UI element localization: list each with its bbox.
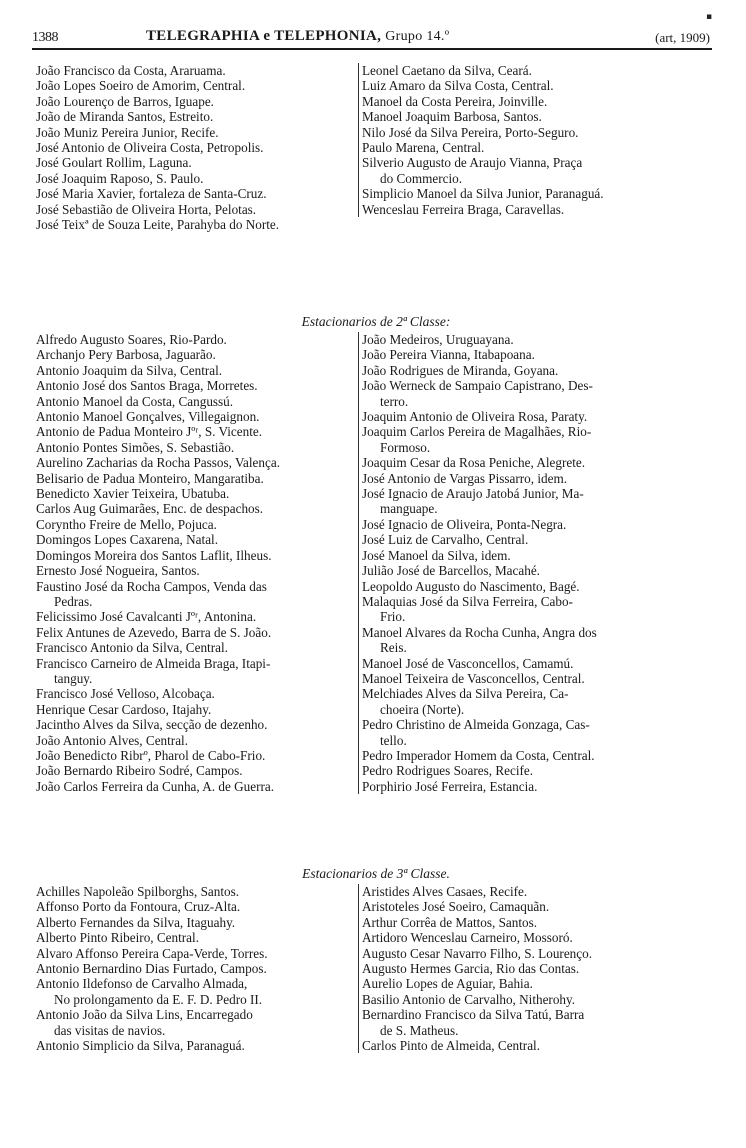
list-entry: [36, 332, 354, 347]
entry-text: Achilles Napoleão Spilborghs, Santos.: [36, 884, 240, 899]
entry-text: João Medeiros, Uruguayana.: [362, 332, 514, 347]
entry-text: João Carlos Ferreira da Cunha, A. de Guerra.: [36, 778, 275, 794]
entry-text: Antonio Manoel da Costa, Cangussú.: [36, 393, 234, 409]
list-entry: [362, 471, 718, 486]
list-entry: [362, 78, 718, 93]
list-entry: [36, 202, 354, 217]
entry-text: Antonio de Padua Monteiro Jºʳ, S. Vicente.: [36, 424, 263, 440]
list-entry: [36, 140, 354, 155]
entry-continuation: Formoso.: [380, 439, 431, 455]
list-entry: [36, 946, 354, 961]
list-entry: [362, 671, 718, 686]
list-entry: [362, 532, 718, 547]
list-entry: [36, 579, 354, 610]
entry-text: Alberto Pinto Ribeiro, Central.: [36, 930, 199, 946]
list-entry: [36, 517, 354, 532]
entry-text: João de Miranda Santos, Estreito.: [36, 109, 214, 125]
entry-text: Silverio Augusto de Araujo Vianna, Praça: [362, 155, 583, 171]
entry-text: João Muniz Pereira Junior, Recife.: [36, 124, 219, 140]
list-entry: [36, 78, 354, 93]
list-entry: [362, 976, 718, 991]
list-entry: [362, 961, 718, 976]
list-entry: [36, 455, 354, 470]
entry-text: Pedro Imperador Homem da Costa, Central.: [362, 747, 595, 763]
entry-text: José Manoel da Silva, idem.: [362, 547, 511, 563]
list-entry: [362, 424, 718, 455]
list-entry: [362, 109, 718, 124]
list-entry: [36, 609, 354, 624]
entry-text: João Lopes Soeiro de Amorim, Central.: [36, 78, 246, 94]
entry-text: Leonel Caetano da Silva, Ceará.: [362, 63, 532, 78]
entry-text: José Joaquim Raposo, S. Paulo.: [36, 170, 204, 186]
header-rule: [32, 48, 712, 50]
list-entry: [36, 363, 354, 378]
list-entry: [36, 1038, 354, 1053]
list-entry: [36, 640, 354, 655]
entry-text: José Ignacio de Oliveira, Ponta-Negra.: [362, 516, 567, 532]
list-entry: [36, 733, 354, 748]
entry-text: Affonso Porto da Fontoura, Cruz-Alta.: [36, 899, 241, 915]
right-column: [358, 332, 718, 794]
list-entry: [362, 992, 718, 1007]
list-entry: [362, 748, 718, 763]
list-entry: [362, 186, 718, 201]
list-entry: [362, 625, 718, 656]
list-entry: [36, 930, 354, 945]
entry-text: Antonio José dos Santos Braga, Morretes.: [36, 378, 258, 394]
list-entry: [36, 961, 354, 976]
list-entry: [362, 63, 718, 78]
list-entry: [362, 548, 718, 563]
list-entry: [36, 717, 354, 732]
entry-text: João Werneck de Sampaio Capistrano, Des-: [362, 378, 593, 394]
entry-continuation: Frio.: [380, 609, 406, 625]
entry-text: José Antonio de Vargas Pissarro, idem.: [362, 470, 568, 486]
list-entry: [36, 702, 354, 717]
list-entry: [362, 94, 718, 109]
entry-text: Antonio Bernardino Dias Furtado, Campos.: [36, 961, 267, 977]
list-entry: [362, 347, 718, 362]
entry-text: Nilo José da Silva Pereira, Porto-Seguro.: [362, 124, 579, 140]
entry-continuation: das visitas de navios.: [54, 1022, 166, 1038]
right-column: [358, 884, 718, 1053]
entry-text: Augusto Hermes Garcia, Rio das Contas.: [362, 961, 580, 977]
list-entry: [362, 363, 718, 378]
left-column: [36, 332, 354, 794]
entry-text: Wenceslau Ferreira Braga, Caravellas.: [362, 201, 565, 217]
section-heading-3a-classe: Estacionarios de 3ª Classe.: [302, 866, 450, 881]
list-entry: [36, 394, 354, 409]
entry-continuation: Pedras.: [54, 593, 93, 609]
section-heading-2a-classe: Estacionarios de 2ª Classe:: [301, 314, 451, 329]
entry-text: João Pereira Vianna, Itabapoana.: [362, 347, 535, 363]
list-entry: [36, 347, 354, 362]
entry-text: José Maria Xavier, fortaleza de Santa-Cruz.: [36, 186, 267, 202]
list-entry: [36, 471, 354, 486]
entry-text: Pedro Christino de Almeida Gonzaga, Cas-: [362, 717, 590, 733]
entry-text: Bernardino Francisco da Silva Tatú, Barra: [362, 1007, 585, 1023]
list-entry: [36, 125, 354, 140]
entry-text: José Antonio de Oliveira Costa, Petropolis.: [36, 140, 264, 156]
entry-text: João Rodrigues de Miranda, Goyana.: [362, 362, 559, 378]
entry-text: Luiz Amaro da Silva Costa, Central.: [362, 78, 554, 94]
entry-text: José Goulart Rollim, Laguna.: [36, 155, 192, 171]
list-entry: [362, 717, 718, 748]
entry-text: Simplicio Manoel da Silva Junior, Paranaguá.: [362, 186, 604, 202]
list-entry: [36, 656, 354, 687]
list-entry: [36, 625, 354, 640]
entry-text: João Antonio Alves, Central.: [36, 732, 189, 748]
list-entry: [362, 455, 718, 470]
entry-text: Felix Antunes de Azevedo, Barra de S. João.: [36, 624, 272, 640]
list-entry: [36, 501, 354, 516]
entry-text: Arthur Corrêa de Mattos, Santos.: [362, 914, 538, 930]
entry-text: Melchiades Alves da Silva Pereira, Ca-: [362, 686, 569, 702]
list-entry: [362, 1007, 718, 1038]
list-entry: [36, 915, 354, 930]
entry-continuation: Reis.: [380, 640, 407, 656]
entry-text: Archanjo Pery Barbosa, Jaguarão.: [36, 347, 216, 363]
list-entry: [362, 594, 718, 625]
list-entry: [362, 656, 718, 671]
entry-text: Antonio Pontes Simões, S. Sebastião.: [36, 439, 235, 455]
list-entry: [362, 946, 718, 961]
entry-text: Antonio Manoel Gonçalves, Villegaignon.: [36, 409, 260, 425]
entry-text: Antonio Joaquim da Silva, Central.: [36, 362, 223, 378]
entry-text: Basilio Antonio de Carvalho, Nitherohy.: [362, 991, 576, 1007]
entry-text: Felicissimo José Cavalcanti Jºʳ, Antonina.: [36, 609, 257, 625]
list-entry: [362, 884, 718, 899]
entry-text: Malaquias José da Silva Ferreira, Cabo-: [362, 593, 573, 609]
list-entry: [362, 202, 718, 217]
entry-text: Jacintho Alves da Silva, secção de dezenho.: [36, 717, 268, 733]
entry-text: Porphirio José Ferreira, Estancia.: [362, 778, 538, 794]
entry-text: Ernesto José Nogueira, Santos.: [36, 563, 200, 579]
list-entry: [362, 332, 718, 347]
entry-text: Carlos Aug Guimarães, Enc. de despachos.: [36, 501, 264, 517]
entry-text: Corynthо Freire de Mello, Pojuca.: [36, 516, 217, 532]
list-entry: [362, 125, 718, 140]
list-entry: [36, 763, 354, 778]
list-entry: [36, 186, 354, 201]
list-entry: [36, 217, 354, 232]
entry-text: João Francisco da Costa, Araruama.: [36, 63, 226, 78]
list-entry: [36, 94, 354, 109]
entry-text: Domingos Moreira dos Santos Laflit, Ilheus.: [36, 547, 272, 563]
entry-text: Belisario de Padua Monteiro, Mangaratiba.: [36, 470, 264, 486]
entry-text: João Benedicto Ribrº, Pharol de Cabo-Frio.: [36, 747, 266, 763]
list-entry: [36, 748, 354, 763]
entry-text: Joaquim Antonio de Oliveira Rosa, Paraty.: [362, 409, 588, 425]
left-column: [36, 884, 354, 1053]
entry-text: João Bernardo Ribeiro Sodré, Campos.: [36, 763, 243, 779]
list-entry: [362, 378, 718, 409]
list-entry: [36, 548, 354, 563]
entry-text: José Luiz de Carvalho, Central.: [362, 532, 529, 548]
list-entry: [36, 155, 354, 170]
entry-text: Artidoro Wenceslau Carneiro, Mossoró.: [362, 930, 573, 946]
list-entry: [362, 1038, 718, 1053]
list-entry: [362, 899, 718, 914]
list-entry: [362, 486, 718, 517]
entry-text: Manoel Teixeira de Vasconcellos, Central.: [362, 670, 585, 686]
entry-continuation: No prolongamento da E. F. D. Pedro II.: [54, 991, 263, 1007]
list-entry: [36, 63, 354, 78]
page-number: 1388: [32, 30, 58, 45]
list-entry: [362, 915, 718, 930]
page-header: [32, 26, 710, 48]
entry-text: Antonio Ildefonso de Carvalho Almada,: [36, 976, 248, 992]
entry-text: Benedicto Xavier Teixeira, Ubatuba.: [36, 486, 230, 502]
entry-text: Aristoteles José Soeiro, Camaquãn.: [362, 899, 550, 915]
entry-text: Aurelino Zacharias da Rocha Passos, Valença.: [36, 455, 281, 471]
entry-text: Julião José de Barcellos, Macahé.: [362, 563, 540, 579]
group-label: Grupo 14.º: [385, 29, 450, 44]
entry-text: Augusto Cesar Navarro Filho, S. Lourenço.: [362, 945, 593, 961]
entry-text: Manoel Joaquim Barbosa, Santos.: [362, 109, 542, 125]
title-text: TELEGRAPHIA e TELEPHONIA,: [146, 28, 382, 44]
entry-continuation: tello.: [380, 732, 407, 748]
entry-text: Faustino José da Rocha Campos, Venda das: [36, 578, 267, 594]
entry-text: Alberto Fernandes da Silva, Itaguahy.: [36, 914, 236, 930]
entry-text: Pedro Rodrigues Soares, Recife.: [362, 763, 534, 779]
list-entry: [362, 517, 718, 532]
entry-continuation: tanguy.: [54, 670, 93, 686]
header-date: (art, 1909): [655, 30, 710, 45]
entry-text: Leopoldo Augusto do Nascimento, Bagé.: [362, 578, 580, 594]
left-column: [36, 63, 354, 232]
entry-text: Antonio João da Silva Lins, Encarregado: [36, 1007, 253, 1023]
list-entry: [36, 109, 354, 124]
list-entry: [36, 440, 354, 455]
entry-text: Aristides Alves Casaes, Recife.: [362, 884, 528, 899]
list-entry: [36, 686, 354, 701]
list-entry: [362, 763, 718, 778]
list-entry: [36, 1007, 354, 1038]
list-entry: [362, 140, 718, 155]
entry-text: Paulo Marena, Central.: [362, 140, 485, 156]
list-entry: [36, 409, 354, 424]
right-column: [358, 63, 718, 217]
entry-text: Francisco José Velloso, Alcobaça.: [36, 686, 215, 702]
list-entry: [36, 486, 354, 501]
entry-text: Henrique Cesar Cardoso, Itajahy.: [36, 701, 212, 717]
entry-text: Manoel José de Vasconcellos, Camamú.: [362, 655, 574, 671]
list-entry: [36, 884, 354, 899]
entry-text: José Teixª de Souza Leite, Parahyba do Norte.: [36, 217, 280, 233]
list-entry: [362, 930, 718, 945]
entry-text: Alfredo Augusto Soares, Rio-Pardo.: [36, 332, 227, 347]
list-entry: [36, 976, 354, 1007]
list-entry: [36, 899, 354, 914]
list-entry: [362, 779, 718, 794]
list-entry: [362, 409, 718, 424]
entry-continuation: do Commercio.: [380, 170, 463, 186]
list-entry: [36, 532, 354, 547]
list-entry: [36, 171, 354, 186]
entry-continuation: terro.: [380, 393, 409, 409]
entry-continuation: manguape.: [380, 501, 438, 517]
entry-text: Aurelio Lopes de Aguiar, Bahia.: [362, 976, 533, 992]
list-entry: [362, 155, 718, 186]
entry-text: Carlos Pinto de Almeida, Central.: [362, 1038, 541, 1054]
entry-text: Francisco Antonio da Silva, Central.: [36, 640, 228, 656]
entry-text: João Lourenço de Barros, Iguape.: [36, 93, 214, 109]
entry-text: Francisco Carneiro de Almeida Braga, Itapi-: [36, 655, 271, 671]
entry-text: Alvaro Affonso Pereira Capa-Verde, Torres.: [36, 945, 268, 961]
entry-text: Manoel Alvares da Rocha Cunha, Angra dos: [362, 624, 597, 640]
entry-text: Joaquim Cesar da Rosa Peniche, Alegrete.: [362, 455, 586, 471]
list-entry: [36, 563, 354, 578]
running-title: [146, 28, 449, 45]
entry-text: Joaquim Carlos Pereira de Magalhães, Rio-: [362, 424, 592, 440]
entry-text: José Ignacio de Araujo Jatobá Junior, Ma-: [362, 486, 584, 502]
entry-text: Antonio Simplicio da Silva, Paranaguá.: [36, 1038, 245, 1054]
list-entry: [36, 779, 354, 794]
entry-text: Domingos Lopes Caxarena, Natal.: [36, 532, 219, 548]
entry-continuation: choeira (Norte).: [380, 701, 465, 717]
entry-text: Manoel da Costa Pereira, Joinville.: [362, 93, 548, 109]
entry-text: José Sebastião de Oliveira Horta, Pelotas.: [36, 201, 257, 217]
list-entry: [36, 378, 354, 393]
list-entry: [36, 424, 354, 439]
entry-continuation: de S. Matheus.: [380, 1022, 459, 1038]
list-entry: [362, 563, 718, 578]
list-entry: [362, 579, 718, 594]
list-entry: [362, 686, 718, 717]
print-speck: ▪: [706, 12, 713, 22]
